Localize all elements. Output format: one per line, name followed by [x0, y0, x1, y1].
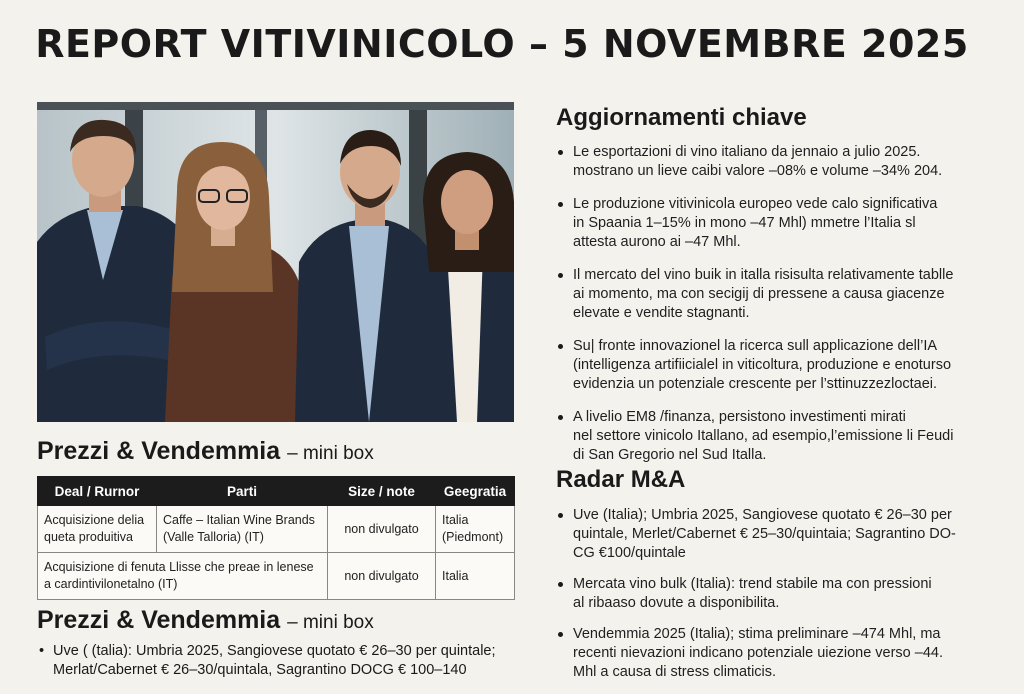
header-size: Size / note: [328, 477, 436, 506]
parti-cell: [157, 506, 328, 553]
geo-cell: [436, 506, 515, 553]
team-photo-icon: [37, 102, 514, 422]
prices-box-suffix: – mini box: [287, 443, 374, 464]
list-line: Mhl a causa di stress climaticis.: [573, 664, 777, 680]
header-deal: Deal / Rurnor: [38, 477, 157, 506]
list-item: [556, 195, 1006, 252]
list-item: [556, 408, 1006, 465]
parti-line: Caffe – Italian Wine Brands: [163, 513, 315, 527]
list-line: Su| fronte innovazionel la ricerca sull applicazione dell’IA: [573, 338, 938, 354]
deal-line: a cardintivilonetalno (IT): [44, 577, 178, 591]
list-item: [556, 506, 1006, 563]
updates-heading: Aggiornamenti chiave: [556, 104, 807, 131]
header-parti: Parti: [157, 477, 328, 506]
prices-box-2-title: Prezzi & Vendemmia: [37, 606, 281, 634]
list-line: Le esportazioni di vino italiano da jennaio a julio 2025.: [573, 144, 921, 160]
deal-cell: [38, 506, 157, 553]
list-item: [556, 266, 1006, 323]
deal-line: Acquisizione di fenuta Llisse che preae in lenese: [44, 560, 314, 574]
list-line: nel settore vinicolo Itallano, ad esempio,l’emissione li Feudi: [573, 428, 954, 444]
list-line: A livelio ЕМ8 /finanza, persistono investimenti mirati: [573, 409, 906, 425]
geo-cell: Italia: [436, 553, 515, 600]
deals-table: [37, 476, 515, 600]
geo-line: Italia: [442, 513, 469, 527]
list-line: quintale, Merlet/Cabernet € 25–30/quintaia; Sagrantino DO-: [573, 526, 956, 542]
list-line: Merlat/Cabernet € 26–30/quintala, Sagrantino DOCG € 100–140: [53, 662, 467, 678]
list-line: Uve (Italia); Umbria 2025, Sangiovese quotato € 26–30 per: [573, 507, 952, 523]
list-line: al ribaaso dovute a disponibilita.: [573, 595, 780, 611]
list-line: in Spaania 1–15% in mono –47 Mhl) mmetre l’Italia sl: [573, 215, 916, 231]
list-line: Mercata vino bulk (Italia): trend stabile ma con pressioni: [573, 576, 932, 592]
list-line: evidenzia un potenziale crescente per l’sttinuzzezloctaei.: [573, 376, 938, 392]
list-line: mostrano un lieve caibi valore –08% e volume –34% 204.: [573, 163, 943, 179]
updates-list: [556, 143, 1006, 479]
list-line: ai momento, ma con secigij di pressene a causa giacenze: [573, 286, 945, 302]
list-line: elevate e vendite stagnanti.: [573, 305, 750, 321]
list-item: [556, 143, 1006, 181]
list-line: (intelligenza artifiicialel in viticoltura, produzione e enoturso: [573, 357, 952, 373]
table-header-row: [38, 477, 515, 506]
prices-box-heading: [37, 437, 374, 466]
list-line: recenti nievazioni indicano potenziale uiezione verso –44.: [573, 645, 943, 661]
size-cell: non divulgato: [328, 506, 436, 553]
prices-box-2-heading: [37, 606, 374, 635]
team-photo: [37, 102, 514, 422]
list-item: [37, 642, 527, 680]
prices-box-2-suffix: – mini box: [287, 612, 374, 633]
list-line: Le produzione vitivinicola europeo vede calo significativa: [573, 196, 938, 212]
list-item: [556, 575, 1006, 613]
prices-box-2-list: [37, 642, 527, 680]
deal-line: Acquisizione delia: [44, 513, 145, 527]
table-row: [38, 506, 515, 553]
list-line: Vendemmia 2025 (Italia); stima preliminare –474 Mhl, ma: [573, 626, 941, 642]
deal-cell: [38, 553, 328, 600]
list-item: [556, 337, 1006, 394]
list-line: di San Gregorio nel Sud Italla.: [573, 447, 767, 463]
radar-heading: Radar M&A: [556, 466, 686, 493]
list-line: CG €100/quintale: [573, 545, 686, 561]
list-line: • Uve ( (talia): Umbria 2025, Sangiovese quotato € 26–30 per quintale;: [53, 643, 496, 659]
geo-line: (Piedmont): [442, 530, 504, 544]
parti-line: (Valle Talloria) (IT): [163, 530, 264, 544]
table-row: [38, 553, 515, 600]
list-line: Il mercato del vino buik in italla risisulta relativamente tablle: [573, 267, 954, 283]
prices-box-title: Prezzi & Vendemmia: [37, 437, 281, 465]
page-title: REPORT VITIVINICOLO – 5 NOVEMBRE 2025: [35, 22, 969, 66]
deal-line: queta produitiva: [44, 530, 133, 544]
list-line: attesta aurono ai –47 Mhl.: [573, 234, 741, 250]
size-cell: non divulgato: [328, 553, 436, 600]
header-geo: Geegratia: [436, 477, 515, 506]
list-item: [556, 625, 1006, 682]
radar-list: [556, 506, 1006, 694]
